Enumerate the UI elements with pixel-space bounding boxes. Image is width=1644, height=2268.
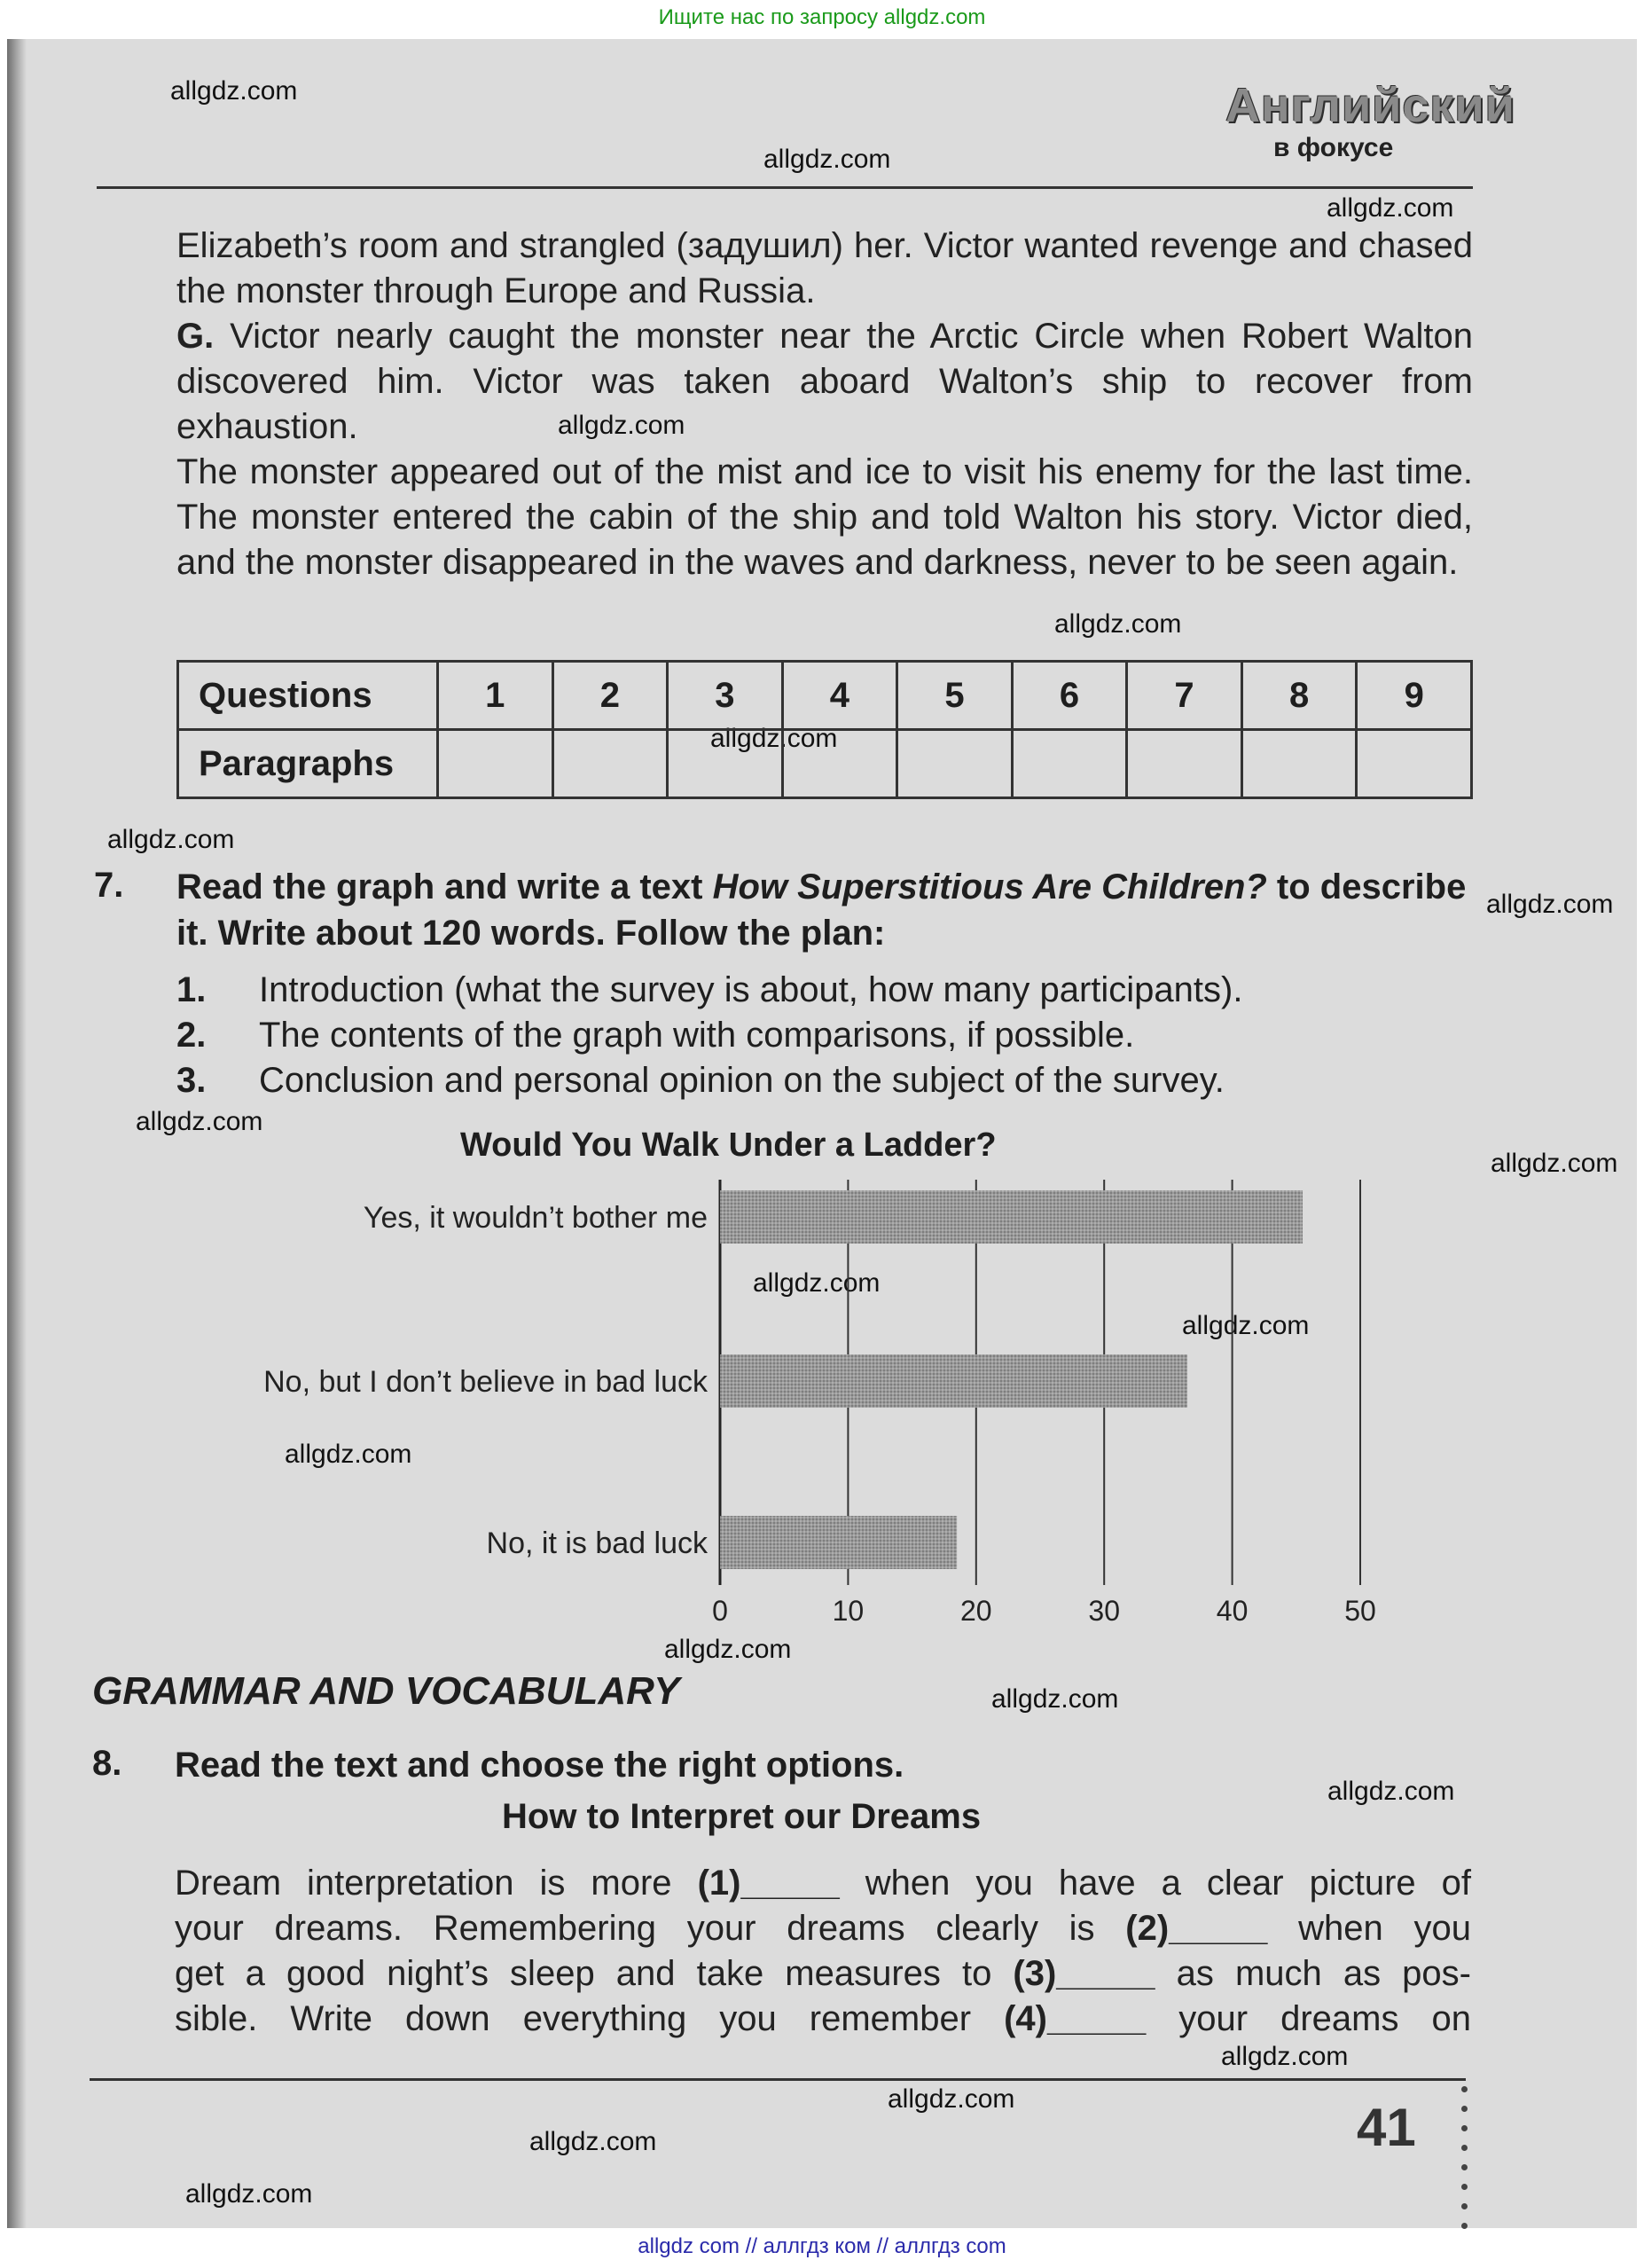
x-tick-label: 20 xyxy=(960,1595,992,1627)
book-spine xyxy=(7,39,27,2228)
text-span: your dreams on xyxy=(1146,1999,1471,2038)
answer-cell[interactable] xyxy=(1357,730,1472,798)
plan-item-number: 3. xyxy=(176,1061,207,1100)
task-instruction xyxy=(176,864,1480,956)
paragraph-label: G. xyxy=(176,317,215,356)
plan-item-text: The contents of the graph with comparisons, if possible. xyxy=(259,1016,1135,1055)
column-header: 6 xyxy=(1012,662,1127,730)
text-span: get a good night’s sleep and take measures to xyxy=(175,1954,1014,1993)
watermark: allgdz.com xyxy=(1491,1149,1618,1178)
column-header: 8 xyxy=(1241,662,1357,730)
book-logo-subtitle: в фокусе xyxy=(1273,133,1394,162)
story-paragraph xyxy=(176,314,1473,450)
answer-cell[interactable] xyxy=(1012,730,1127,798)
column-header: 1 xyxy=(438,662,553,730)
gap-2[interactable]: (2)_____ xyxy=(1125,1909,1268,1948)
plan-item-number: 1. xyxy=(176,970,207,1009)
text-line xyxy=(175,1951,1471,1997)
gap-1[interactable]: (1)_____ xyxy=(697,1864,840,1903)
category-label: Yes, it wouldn’t bother me xyxy=(363,1201,708,1235)
watermark: allgdz.com xyxy=(888,2084,1015,2114)
watermark: allgdz.com xyxy=(1327,1777,1455,1806)
text-line xyxy=(175,1997,1471,2042)
book-logo: Английский xyxy=(1225,79,1515,132)
watermark: allgdz.com xyxy=(1327,193,1454,223)
task-number: 8. xyxy=(92,1744,122,1783)
watermark: allgdz.com xyxy=(170,76,298,106)
x-tick-label: 50 xyxy=(1344,1595,1376,1627)
answer-cell[interactable] xyxy=(552,730,668,798)
gap-4[interactable]: (4)_____ xyxy=(1004,1999,1147,2038)
watermark: allgdz.com xyxy=(558,411,685,440)
plan-item-text: Introduction (what the survey is about, how many participants). xyxy=(259,970,1243,1009)
table-row xyxy=(178,662,1472,730)
column-header: 9 xyxy=(1357,662,1472,730)
story-paragraph: Elizabeth’s room and strangled (задушил) her. Victor wanted revenge and chased the monster through Europe and Russia. xyxy=(176,226,1473,310)
watermark: allgdz.com xyxy=(1182,1311,1310,1340)
section-heading: GRAMMAR AND VOCABULARY xyxy=(92,1669,680,1713)
answer-cell[interactable] xyxy=(782,730,897,798)
watermark: allgdz.com xyxy=(1221,2042,1349,2071)
x-tick-label: 30 xyxy=(1088,1595,1120,1627)
row-label-questions: Questions xyxy=(178,662,438,730)
column-header: 4 xyxy=(782,662,897,730)
column-header: 5 xyxy=(897,662,1013,730)
story-paragraph: The monster appeared out of the mist and ice to visit his enemy for the last time. The monster entered the cabin of the ship and told Walton his story. Victor died, and the monster disappeared in the waves and darkness, never to be seen again. xyxy=(176,452,1473,582)
row-label-paragraphs: Paragraphs xyxy=(178,730,438,798)
text-span: when you have a clear picture of xyxy=(839,1864,1472,1903)
paragraph-text: Victor nearly caught the monster near the Arctic Circle when Robert Walton discovered him. Victor was taken aboard Walton’s ship to recover from exhaustion. xyxy=(176,317,1473,446)
gap-3[interactable]: (3)_____ xyxy=(1013,1954,1155,1993)
essay-title: How Superstitious Are Children? xyxy=(712,867,1267,906)
text-span: as much as pos- xyxy=(1155,1954,1471,1993)
watermark: allgdz.com xyxy=(136,1107,263,1136)
watermark: allgdz.com xyxy=(710,724,838,753)
text-span: sible. Write down everything you remember xyxy=(175,1999,1005,2038)
dream-text xyxy=(175,1861,1471,2042)
instruction-text: to describe it. Write about 120 words. Follow the plan: xyxy=(176,867,1467,953)
answer-cell[interactable] xyxy=(438,730,553,798)
watermark: allgdz.com xyxy=(763,145,891,174)
x-tick-label: 40 xyxy=(1216,1595,1249,1627)
text-span: your dreams. Remembering your dreams clearly is xyxy=(175,1909,1126,1948)
x-tick-label: 10 xyxy=(832,1595,865,1627)
watermark: allgdz.com xyxy=(107,825,235,854)
task-instruction: Read the text and choose the right options. xyxy=(175,1746,904,1785)
category-label: No, it is bad luck xyxy=(486,1526,708,1560)
bottom-banner[interactable]: allgdz com // аллгдз ком // аллгдз com xyxy=(638,2234,1006,2258)
column-header: 3 xyxy=(668,662,783,730)
text-line xyxy=(175,1906,1471,1951)
plan-item-number: 2. xyxy=(176,1016,207,1055)
watermark: allgdz.com xyxy=(1486,890,1614,919)
watermark: allgdz.com xyxy=(529,2127,657,2156)
watermark: allgdz.com xyxy=(664,1635,792,1664)
answer-cell[interactable] xyxy=(1127,730,1242,798)
task-number: 7. xyxy=(94,866,124,905)
x-tick-label: 0 xyxy=(712,1595,728,1627)
page-edge-dots xyxy=(1461,2086,1468,2242)
text-line xyxy=(175,1861,1471,1906)
plan-item-text: Conclusion and personal opinion on the subject of the survey. xyxy=(259,1061,1225,1100)
column-header: 2 xyxy=(552,662,668,730)
text-span: Dream interpretation is more xyxy=(175,1864,698,1903)
page-number: 41 xyxy=(1357,2098,1416,2157)
chart-title: Would You Walk Under a Ladder? xyxy=(460,1126,997,1164)
answer-cell[interactable] xyxy=(897,730,1013,798)
watermark: allgdz.com xyxy=(185,2179,313,2209)
watermark: allgdz.com xyxy=(285,1440,412,1469)
text-span: when you xyxy=(1267,1909,1471,1948)
header-rule xyxy=(97,186,1473,189)
answer-cell[interactable] xyxy=(1241,730,1357,798)
watermark: allgdz.com xyxy=(753,1268,881,1298)
table-row xyxy=(178,730,1472,798)
watermark: allgdz.com xyxy=(991,1684,1119,1714)
footer-rule xyxy=(90,2078,1466,2081)
matching-table xyxy=(176,660,1473,799)
answer-cell[interactable] xyxy=(668,730,783,798)
story-text xyxy=(176,224,1473,585)
text-title: How to Interpret our Dreams xyxy=(502,1797,982,1836)
top-banner[interactable]: Ищите нас по запросу allgdz.com xyxy=(658,5,986,29)
column-header: 7 xyxy=(1127,662,1242,730)
instruction-text: Read the graph and write a text xyxy=(176,867,713,906)
watermark: allgdz.com xyxy=(1054,609,1182,639)
category-label: No, but I don’t believe in bad luck xyxy=(263,1365,708,1399)
